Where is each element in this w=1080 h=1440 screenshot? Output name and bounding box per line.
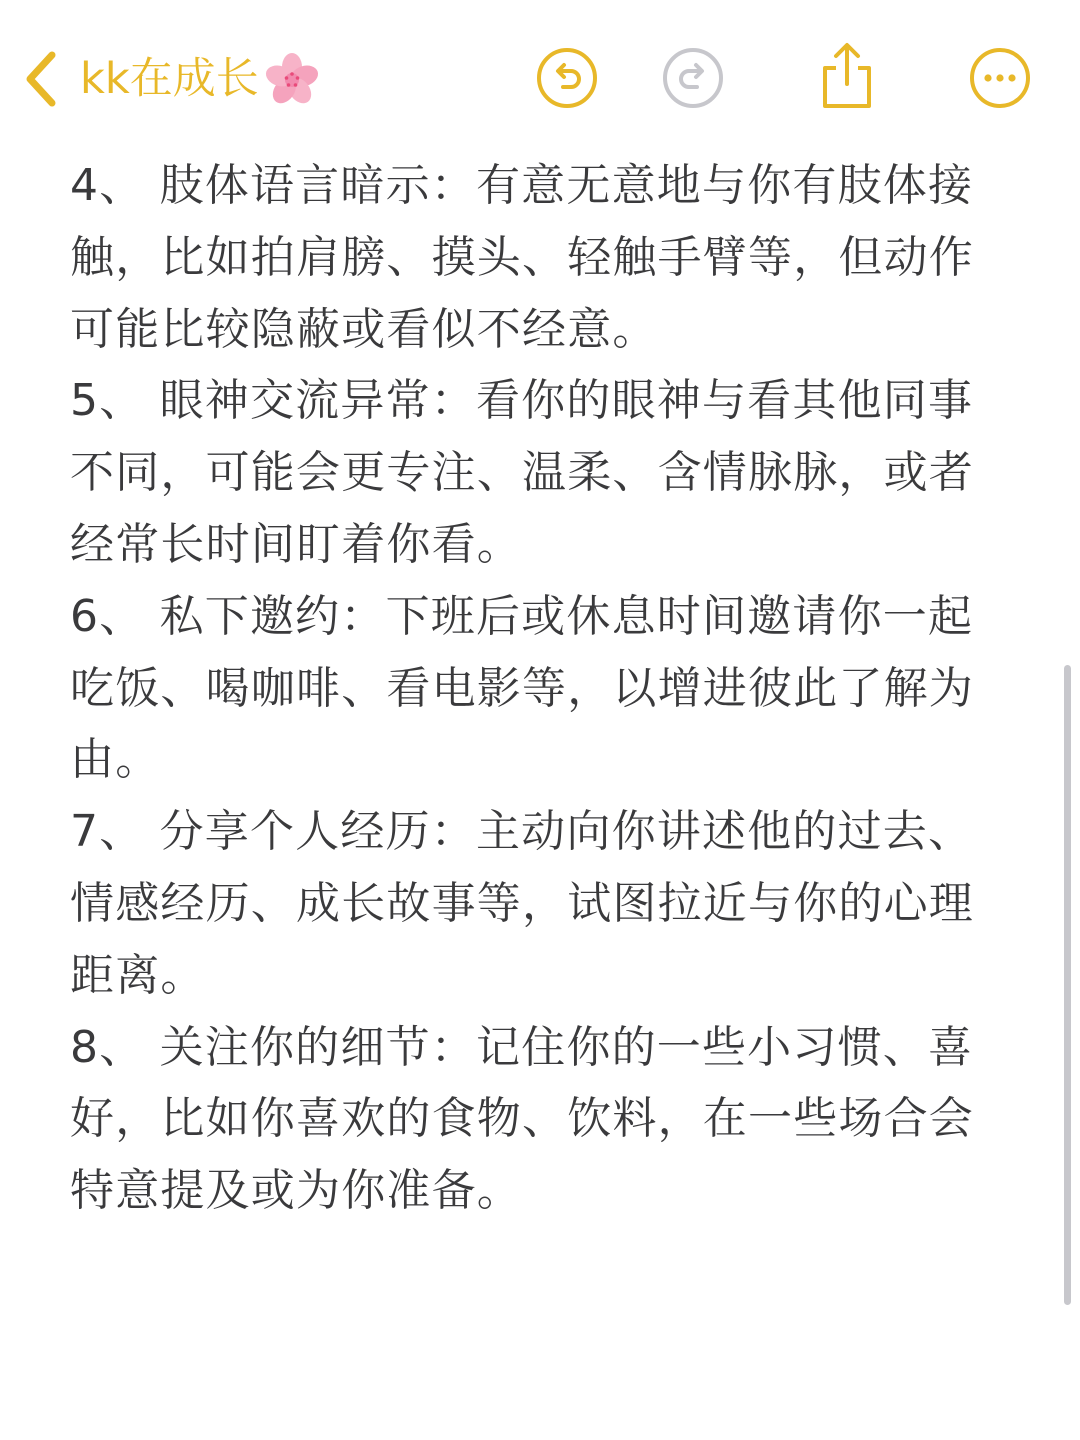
note-paragraph: 6、 私下邀约：下班后或休息时间邀请你一起吃饭、喝咖啡、看电影等，以增进彼此了解为由。 (70, 590, 974, 786)
share-icon (815, 40, 879, 112)
more-button[interactable] (968, 46, 1032, 110)
note-paragraph: 4、 肢体语言暗示：有意无意地与你有肢体接触，比如拍肩膀、摸头、轻触手臂等，但动作可能比较隐蔽或看似不经意。 (70, 160, 974, 355)
more-icon (968, 46, 1032, 110)
undo-button[interactable] (535, 46, 599, 110)
scrollbar[interactable] (1064, 665, 1071, 1305)
back-button[interactable] (22, 48, 321, 110)
note-paragraph: 8、 关注你的细节：记住你的一些小习惯、喜好，比如你喜欢的食物、饮料，在一些场合会特意提及或为你准备。 (70, 1021, 974, 1217)
note-paragraph: 7、 分享个人经历：主动向你讲述他的过去、情感经历、成长故事等，试图拉近与你的心理距离。 (70, 806, 974, 1001)
back-title: kk在成长 (80, 54, 259, 104)
undo-icon (535, 46, 599, 110)
chevron-left-icon (22, 51, 58, 107)
cherry-blossom-icon (263, 50, 321, 108)
share-button[interactable] (815, 40, 879, 104)
note-body[interactable] (70, 150, 1015, 1227)
navigation-bar (0, 0, 1080, 150)
redo-button[interactable] (661, 46, 725, 110)
redo-icon (661, 46, 725, 110)
note-paragraph: 5、 眼神交流异常：看你的眼神与看其他同事不同，可能会更专注、温柔、含情脉脉，或者经常长时间盯着你看。 (70, 375, 974, 570)
